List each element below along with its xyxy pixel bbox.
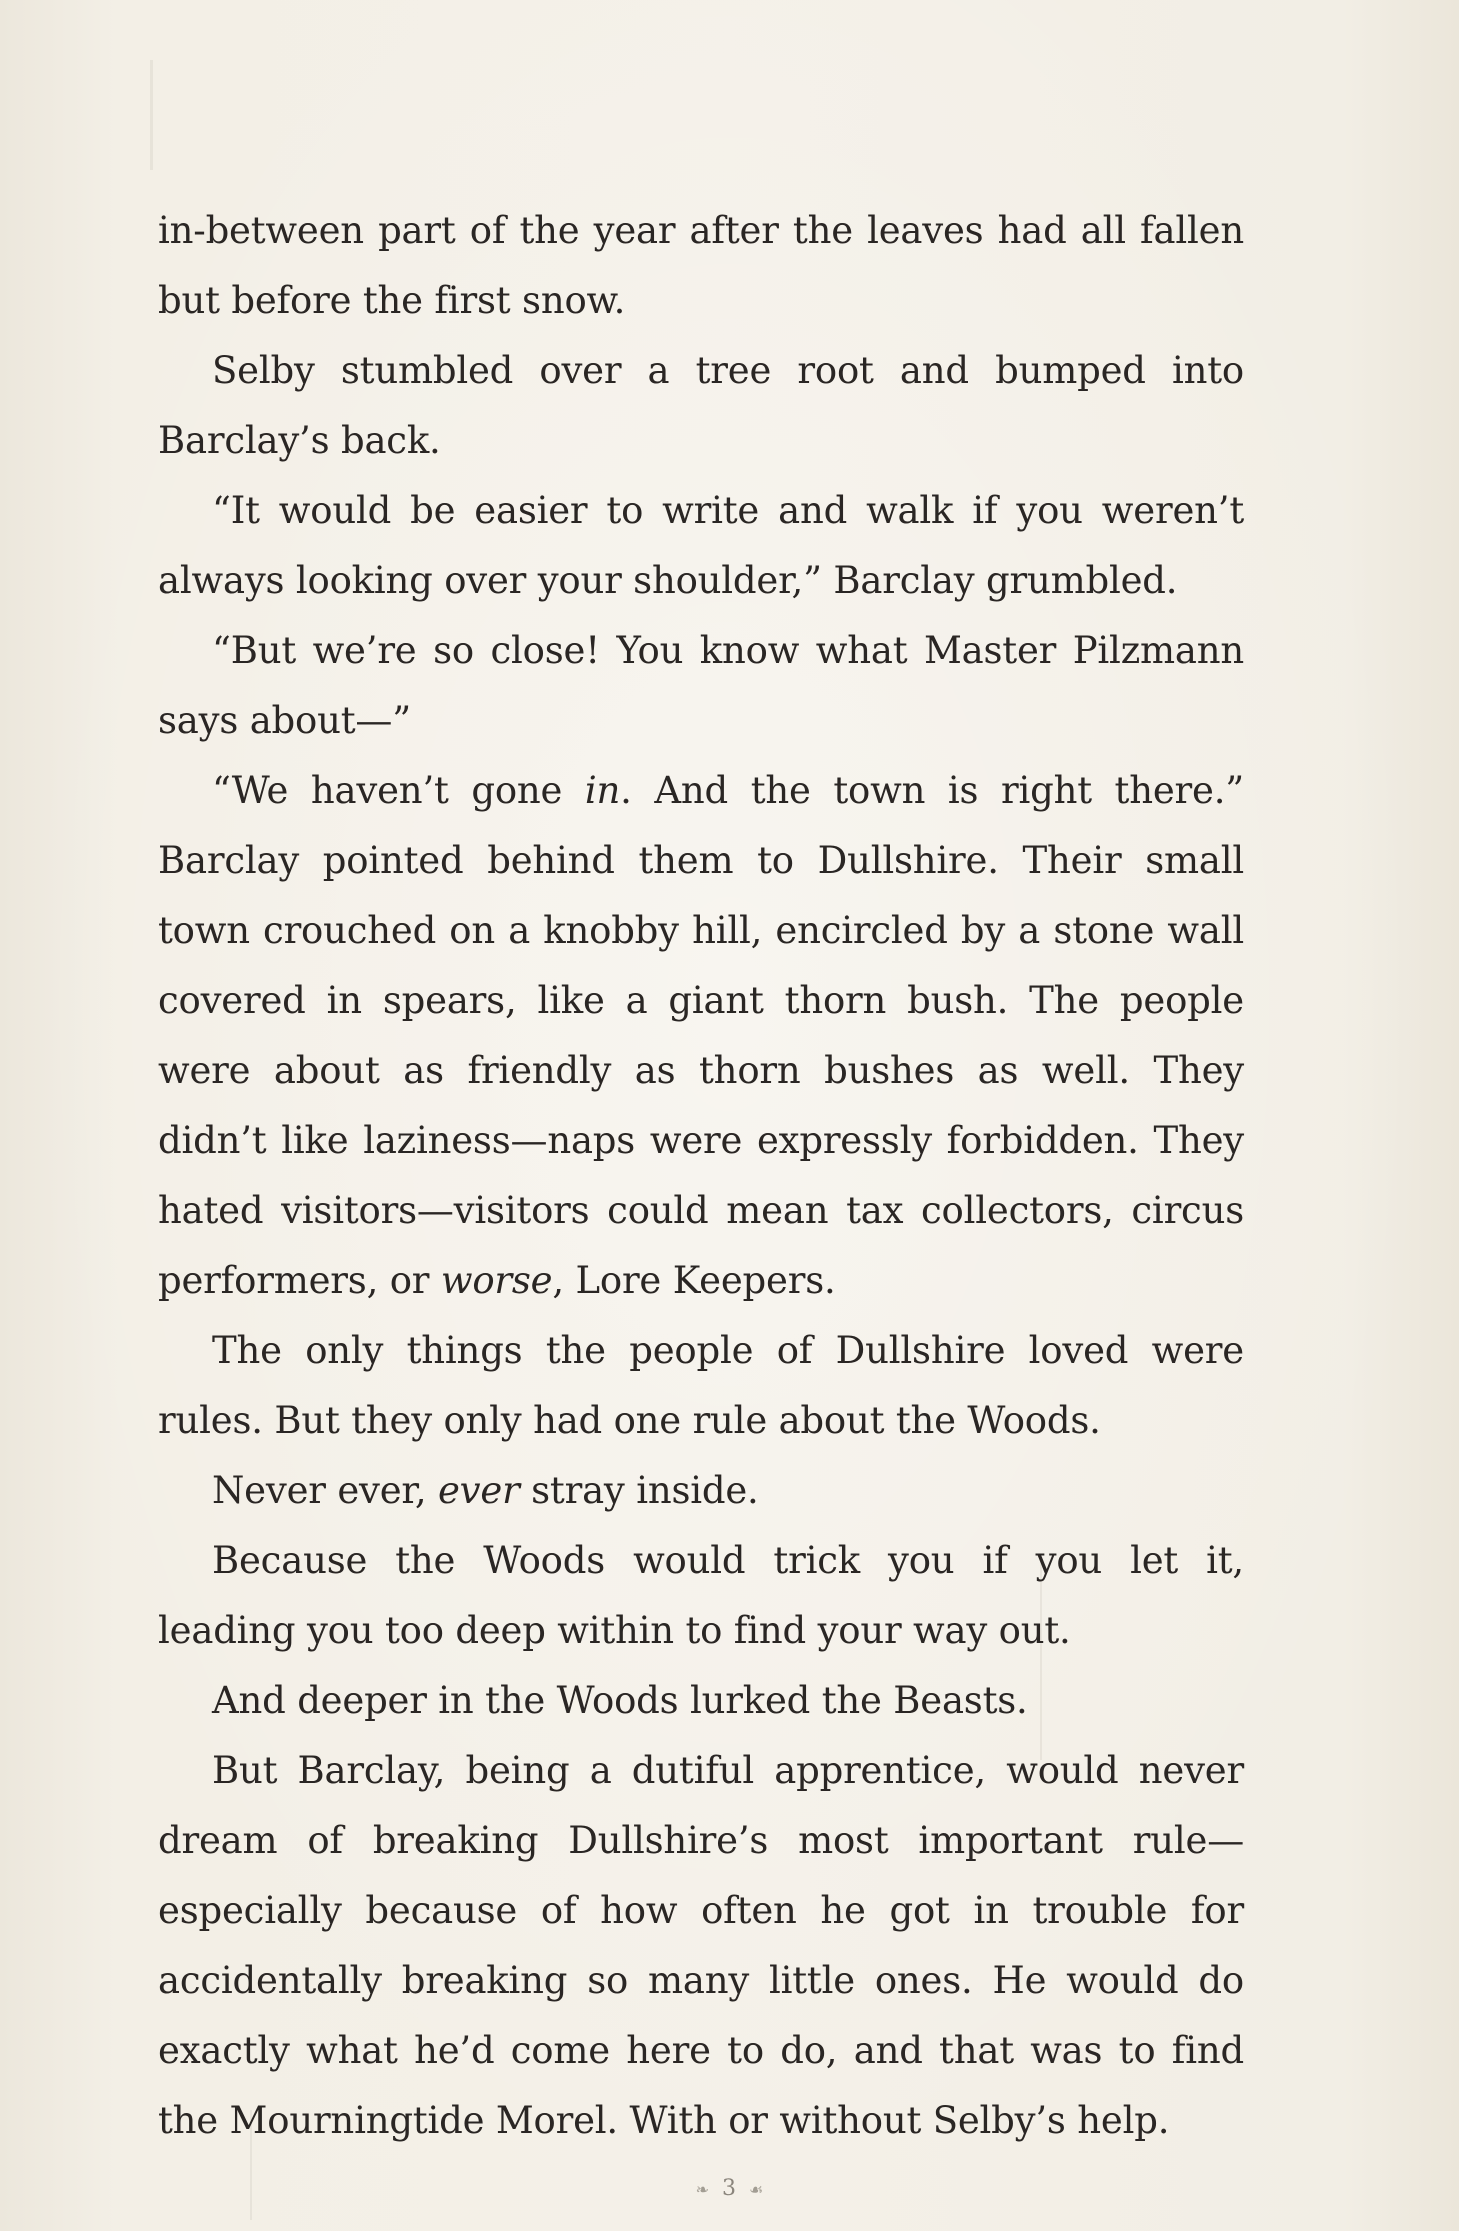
body-text	[158, 196, 1244, 2156]
text-run: Selby stumbled over a tree root and bumped into Barclay’s back.	[158, 349, 1244, 462]
text-run: “We haven’t gone	[212, 769, 585, 812]
text-run: Because the Woods would trick you if you let it, leading you too deep within to find your way out.	[158, 1539, 1244, 1652]
text-run: Never ever,	[212, 1469, 438, 1512]
text-run: But Barclay, being a dutiful apprentice, would never dream of breaking Dullshire’s most important rule—especially because of how often he got in trouble for accidentally breaking so many little ones. He would do exactly what he’d come here to do, and that was to find the Mourningtide Morel. With or without Selby’s help.	[158, 1749, 1244, 2142]
paragraph	[158, 1316, 1244, 1456]
text-run: stray inside.	[519, 1469, 759, 1512]
paragraph	[158, 476, 1244, 616]
page-number: 3	[722, 2176, 737, 2201]
text-run: “It would be easier to write and walk if you weren’t always looking over your shoulder,” Barclay grumbled.	[158, 489, 1244, 602]
text-run: in-between part of the year after the leaves had all fallen but before the first snow.	[158, 209, 1244, 322]
paragraph	[158, 1526, 1244, 1666]
folio-ornament-left-icon: ❧	[695, 2179, 710, 2199]
paragraph	[158, 616, 1244, 756]
paragraph	[158, 1666, 1244, 1736]
text-run: The only things the people of Dullshire loved were rules. But they only had one rule about the Woods.	[158, 1329, 1244, 1442]
text-run: And deeper in the Woods lurked the Beasts.	[212, 1679, 1028, 1722]
page-footer	[0, 2176, 1459, 2201]
paragraph	[158, 196, 1244, 336]
paragraph	[158, 756, 1244, 1316]
emphasized-text: in	[584, 769, 621, 812]
text-run: , Lore Keepers.	[552, 1259, 836, 1302]
emphasized-text: worse	[440, 1259, 553, 1302]
text-run: “But we’re so close! You know what Master Pilzmann says about—”	[158, 629, 1244, 742]
paragraph	[158, 1456, 1244, 1526]
folio-ornament-right-icon: ☙	[749, 2179, 764, 2199]
paragraph	[158, 1736, 1244, 2156]
paragraph	[158, 336, 1244, 476]
emphasized-text: ever	[437, 1469, 520, 1512]
paper-crease	[150, 60, 153, 170]
text-run: . And the town is right there.” Barclay pointed behind them to Dullshire. Their small town crouched on a knobby hill, encircled by a stone wall covered in spears, like a giant thorn bush. The people were about as friendly as thorn bushes as well. They didn’t like laziness—naps were expressly forbidden. They hated visitors—visitors could mean tax collectors, circus performers, or	[158, 769, 1245, 1302]
